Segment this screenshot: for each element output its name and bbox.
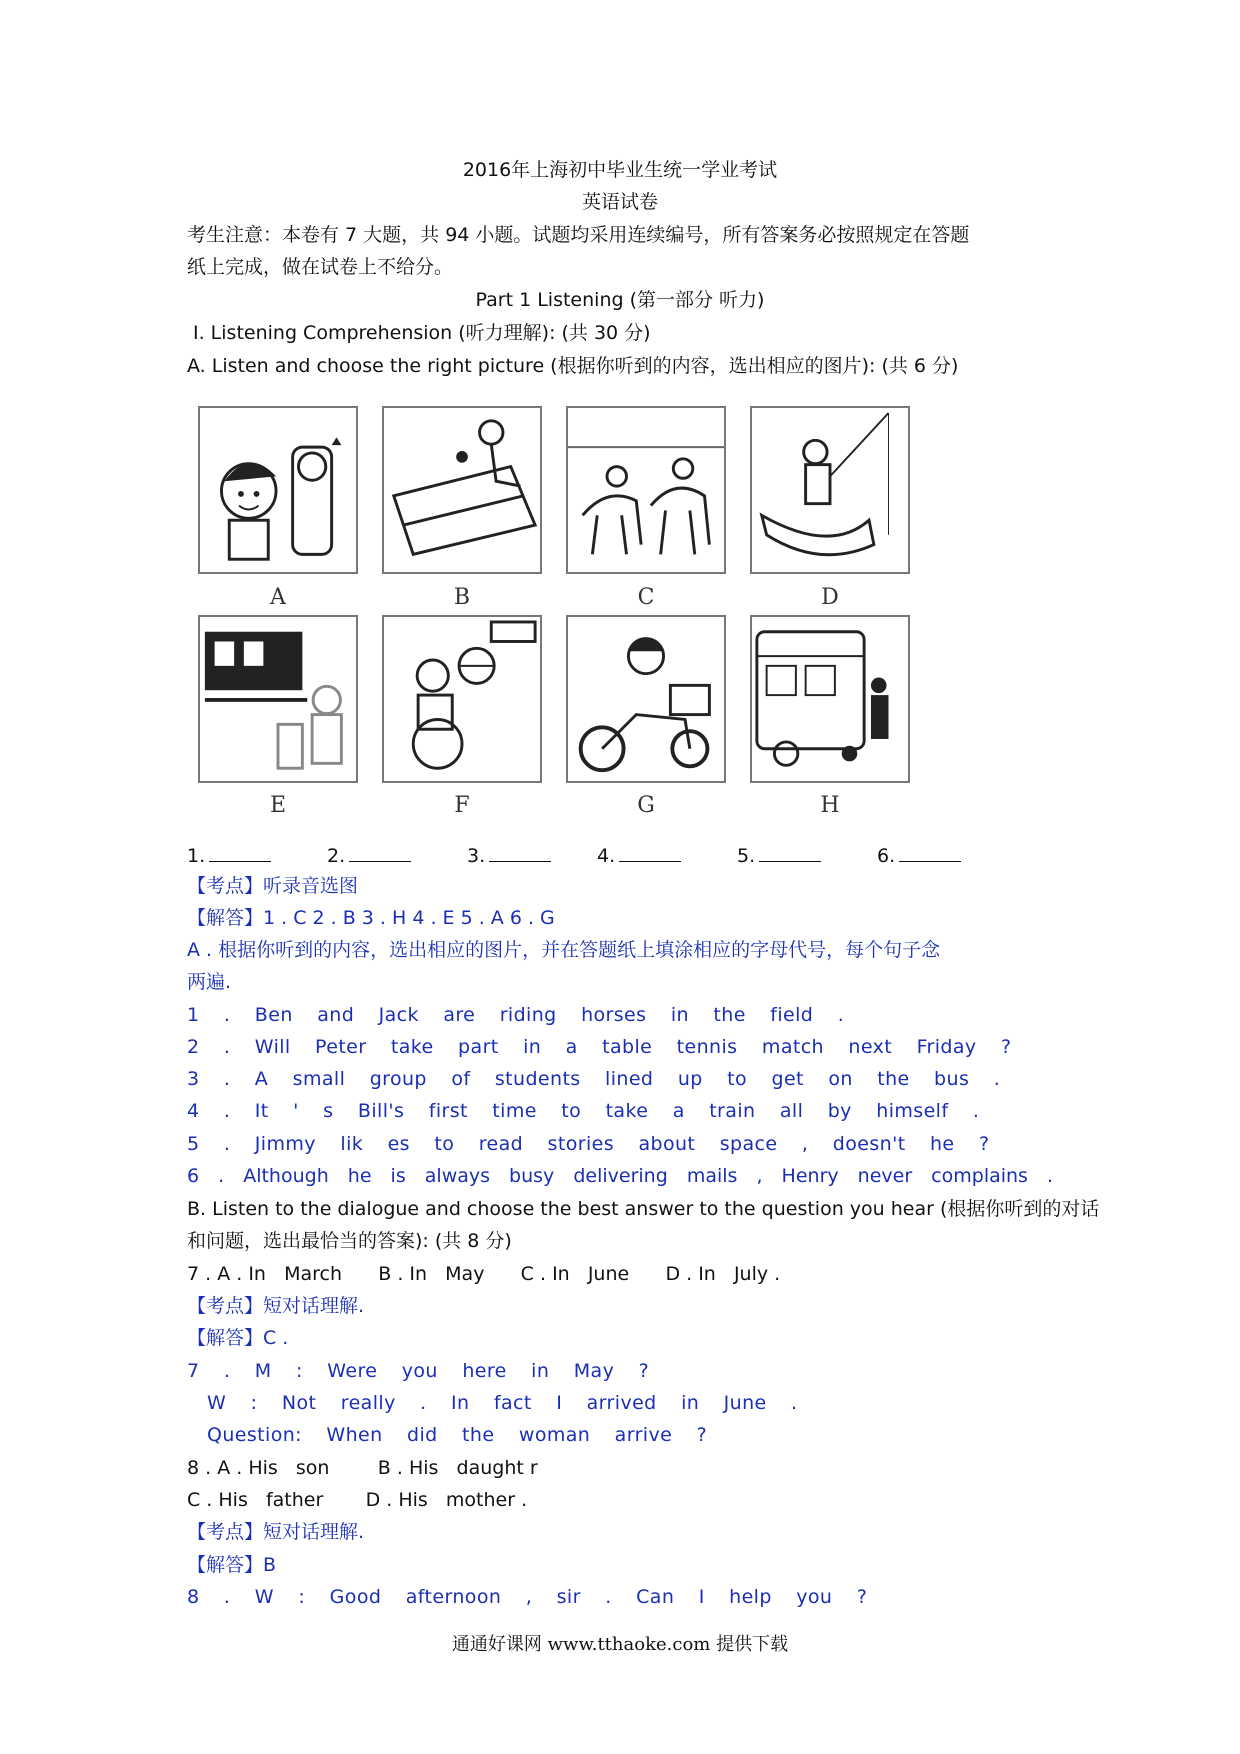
boy-astronaut-icon xyxy=(200,408,356,572)
picture-label-b: B xyxy=(453,585,471,610)
a-sentence-1: 1 . Ben and Jack are riding horses in the field . xyxy=(187,1004,845,1026)
a-kaodian: 【考点】听录音选图 xyxy=(187,875,359,897)
a-sentence-3: 3 . A small group of students lined up to get on the bus . xyxy=(187,1068,1001,1090)
picture-g xyxy=(566,615,726,783)
part-title: Part 1 Listening (第一部分 听力) xyxy=(475,289,765,311)
picture-c xyxy=(566,406,726,574)
q8-options-1: 8 . A . His son B . His daught r xyxy=(187,1457,538,1479)
exam-title: 2016年上海初中毕业生统一学业考试 xyxy=(462,159,778,181)
picture-label-e: E xyxy=(269,793,287,818)
motorbike-delivery-icon xyxy=(568,617,724,781)
a-instruction-1: A . 根据你听到的内容，选出相应的图片，并在答题纸上填涂相应的字母代号，每个句子念 xyxy=(187,939,941,961)
q7-jieda: 【解答】C . xyxy=(187,1327,289,1349)
q8-options-2: C . His father D . His mother . xyxy=(187,1489,528,1511)
picture-label-a: A xyxy=(270,585,286,610)
q8-kaodian: 【考点】短对话理解. xyxy=(187,1521,365,1543)
picture-e xyxy=(198,615,358,783)
b-heading-2: 和问题，选出最恰当的答案): (共 8 分) xyxy=(187,1230,512,1252)
a-instruction-2: 两遍. xyxy=(187,971,232,993)
picture-b xyxy=(382,406,542,574)
blank-2-number: 2. xyxy=(327,845,346,867)
a-jieda: 【解答】1 . C 2 . B 3 . H 4 . E 5 . A 6 . G xyxy=(187,907,555,929)
section-1-heading: I. Listening Comprehension (听力理解): (共 30 分) xyxy=(193,322,651,344)
b-heading-1: B. Listen to the dialogue and choose the best answer to the question you hear (根据你听到的对话 xyxy=(187,1198,1100,1220)
blank-3-number: 3. xyxy=(467,845,486,867)
exam-subtitle: 英语试卷 xyxy=(581,191,658,213)
wheelchair-basketball-icon xyxy=(384,617,540,781)
a-sentence-6: 6 . Although he is always busy delivering mails , Henry never complains . xyxy=(187,1165,1054,1187)
blank-5[interactable] xyxy=(737,843,821,867)
picture-f xyxy=(382,615,542,783)
blank-3[interactable] xyxy=(467,843,551,867)
table-tennis-icon xyxy=(384,408,540,572)
q7-man: 7 . M : Were you here in May ? xyxy=(187,1360,650,1382)
picture-label-h: H xyxy=(820,793,840,818)
q8-woman: 8 . W : Good afternoon , sir . Can I help you ? xyxy=(187,1586,868,1608)
blank-5-number: 5. xyxy=(737,845,756,867)
picture-label-c: C xyxy=(637,585,655,610)
notice-line-2: 纸上完成，做在试卷上不给分。 xyxy=(187,256,454,278)
blank-4[interactable] xyxy=(597,843,681,867)
picture-label-g: G xyxy=(637,793,655,818)
blank-4-number: 4. xyxy=(597,845,616,867)
blank-6[interactable] xyxy=(877,843,961,867)
train-girl-icon xyxy=(200,617,356,781)
fishing-boat-icon xyxy=(752,408,908,572)
picture-label-d: D xyxy=(821,585,839,610)
picture-d xyxy=(750,406,910,574)
q7-woman: W : Not really . In fact I arrived in June . xyxy=(207,1392,798,1414)
horse-riding-icon xyxy=(568,408,724,572)
q7-options: 7 . A . In March B . In May C . In June D . In July . xyxy=(187,1263,781,1285)
a-sentence-2: 2 . Will Peter take part in a table tennis match next Friday ? xyxy=(187,1036,1012,1058)
q8-jieda: 【解答】B xyxy=(187,1554,277,1576)
a-sentence-4: 4 . It ' s Bill's first time to take a train all by himself . xyxy=(187,1100,980,1122)
blank-1[interactable] xyxy=(187,843,271,867)
page-footer: 通通好课网 www.tthaoke.com 提供下载 xyxy=(451,1634,789,1655)
bus-queue-icon xyxy=(752,617,908,781)
q7-question: Question: When did the woman arrive ? xyxy=(207,1424,708,1446)
notice-line-1: 考生注意：本卷有 7 大题，共 94 小题。试题均采用连续编号，所有答案务必按照规定在答题 xyxy=(187,224,970,246)
blank-1-number: 1. xyxy=(187,845,206,867)
section-a-heading: A. Listen and choose the right picture (根据你听到的内容，选出相应的图片): (共 6 分) xyxy=(187,355,959,377)
blank-2[interactable] xyxy=(327,843,411,867)
q7-kaodian: 【考点】短对话理解. xyxy=(187,1295,365,1317)
picture-h xyxy=(750,615,910,783)
a-sentence-5: 5 . Jimmy lik es to read stories about space , doesn't he ? xyxy=(187,1133,990,1155)
blank-6-number: 6. xyxy=(877,845,896,867)
picture-a xyxy=(198,406,358,574)
picture-label-f: F xyxy=(454,793,470,818)
